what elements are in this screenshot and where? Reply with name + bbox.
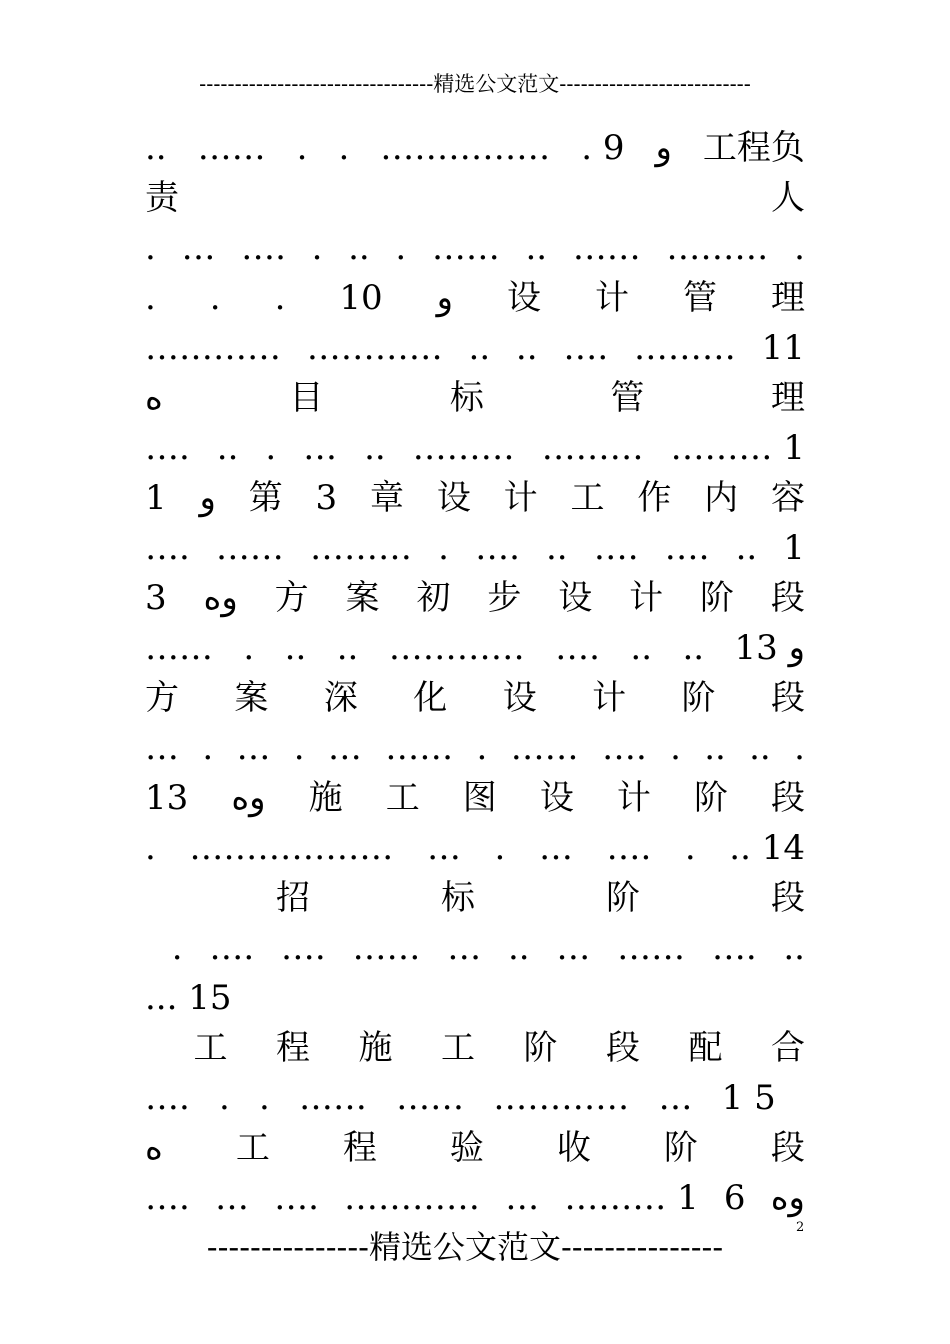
toc-segment: ... 15 bbox=[145, 978, 232, 1018]
toc-segment: . bbox=[395, 228, 407, 268]
toc-segment: 段 bbox=[771, 878, 805, 918]
toc-segment: …… bbox=[385, 728, 454, 768]
toc-segment: 设 bbox=[502, 678, 537, 718]
toc-segment: 计 bbox=[592, 678, 627, 718]
toc-line bbox=[145, 423, 805, 473]
toc-segment: 内 bbox=[704, 478, 739, 518]
toc-segment: 段 bbox=[606, 1028, 640, 1068]
toc-segment: ………… bbox=[388, 628, 525, 668]
toc-segment: …… bbox=[431, 228, 500, 268]
toc-segment: 程 bbox=[276, 1028, 310, 1068]
toc-segment: ……… bbox=[633, 328, 736, 368]
toc-segment: و bbox=[655, 128, 672, 168]
toc-segment: 方 bbox=[145, 678, 179, 718]
toc-segment: . bbox=[293, 728, 305, 768]
toc-segment: . 9 bbox=[581, 128, 625, 168]
toc-segment: 3 bbox=[315, 478, 338, 518]
toc-segment: 标 bbox=[441, 878, 475, 918]
toc-segment: 6 bbox=[723, 1178, 746, 1218]
toc-segment: 计 bbox=[503, 478, 538, 518]
toc-segment: 化 bbox=[413, 678, 448, 718]
toc-segment: . bbox=[296, 128, 308, 168]
toc-segment: …… bbox=[145, 628, 213, 668]
toc-segment: 13 bbox=[145, 778, 189, 818]
toc-line bbox=[145, 1123, 805, 1173]
toc-segment: 标 bbox=[449, 378, 484, 418]
toc-segment: 施 bbox=[308, 778, 343, 818]
toc-segment: …. bbox=[280, 928, 326, 968]
toc-segment: …. bbox=[145, 528, 190, 568]
page-number: 2 bbox=[796, 1220, 805, 1235]
toc-segment: 设 bbox=[436, 478, 471, 518]
toc-segment: 施 bbox=[358, 1028, 393, 1068]
toc-segment: … bbox=[145, 728, 179, 768]
toc-segment: 1 bbox=[145, 478, 167, 518]
toc-segment: .. bbox=[145, 128, 167, 168]
toc-segment: …… bbox=[617, 928, 686, 968]
toc-segment: 阶 bbox=[700, 578, 734, 618]
toc-segment: … bbox=[303, 428, 338, 468]
toc-segment: 案 bbox=[234, 678, 269, 718]
toc-segment: 1 bbox=[783, 528, 805, 568]
toc-segment: . bbox=[670, 728, 681, 768]
toc-segment: 收 bbox=[556, 1128, 591, 1168]
toc-segment: . bbox=[265, 428, 277, 468]
toc-segment: ……… 1 bbox=[670, 428, 805, 468]
toc-segment: . bbox=[274, 278, 286, 318]
toc-segment: …… bbox=[215, 528, 284, 568]
toc-segment: … bbox=[426, 828, 461, 868]
toc-segment: وە bbox=[231, 778, 266, 818]
toc-line bbox=[145, 173, 805, 223]
toc-line bbox=[145, 373, 805, 423]
toc-segment: …. bbox=[475, 528, 520, 568]
toc-segment: 段 bbox=[770, 578, 805, 618]
toc-segment: 案 bbox=[345, 578, 380, 618]
toc-segment: 设 bbox=[558, 578, 593, 618]
toc-segment: …. bbox=[145, 1178, 190, 1218]
toc-segment: 初 bbox=[416, 578, 451, 618]
toc-segment: 工 bbox=[385, 778, 420, 818]
toc-segment: 容 bbox=[770, 478, 805, 518]
toc-segment: …… bbox=[352, 928, 421, 968]
toc-segment: …. bbox=[209, 928, 255, 968]
toc-segment: 段 bbox=[770, 1128, 805, 1168]
toc-segment: . bbox=[145, 278, 156, 318]
toc-segment: .. bbox=[364, 428, 386, 468]
toc-segment: …. bbox=[555, 628, 600, 668]
toc-segment: . bbox=[209, 278, 221, 318]
toc-segment: ………… bbox=[493, 1078, 630, 1118]
toc-segment: …… bbox=[298, 1078, 367, 1118]
toc-segment: 设 bbox=[507, 278, 542, 318]
toc-line bbox=[145, 1073, 805, 1123]
toc-segment: . bbox=[218, 1078, 230, 1118]
page-footer: ---------------精选公文范文--------------- bbox=[206, 1228, 724, 1266]
toc-segment: 设 bbox=[539, 778, 574, 818]
toc-segment: . bbox=[202, 728, 214, 768]
toc-segment: .. bbox=[284, 628, 307, 668]
toc-segment: 理 bbox=[771, 278, 805, 318]
toc-segment: . bbox=[338, 128, 350, 168]
toc-segment: 目 bbox=[289, 378, 324, 418]
toc-segment: 阶 bbox=[663, 1128, 698, 1168]
toc-line bbox=[145, 923, 805, 973]
toc-line bbox=[145, 823, 805, 873]
toc-segment: ………… bbox=[306, 328, 443, 368]
toc-segment: ە bbox=[145, 1128, 163, 1168]
toc-segment: 招 bbox=[276, 878, 310, 918]
toc-segment: 工 bbox=[235, 1128, 270, 1168]
toc-segment: .. bbox=[735, 528, 758, 568]
toc-segment: … bbox=[538, 828, 573, 868]
toc-segment: وە bbox=[203, 578, 238, 618]
toc-segment: … bbox=[327, 728, 362, 768]
toc-segment: . bbox=[145, 228, 156, 268]
toc-segment: … bbox=[556, 928, 591, 968]
toc-segment: .. bbox=[525, 228, 548, 268]
toc-segment: …. bbox=[593, 528, 639, 568]
toc-segment: 工 bbox=[441, 1028, 475, 1068]
toc-segment: 责 bbox=[145, 178, 179, 218]
toc-segment: ……… 1 bbox=[564, 1178, 699, 1218]
toc-segment: . bbox=[243, 628, 255, 668]
toc-segment: 阶 bbox=[681, 678, 716, 718]
toc-segment: ……… bbox=[412, 428, 515, 468]
toc-segment: . bbox=[258, 1078, 270, 1118]
toc-segment: 程 bbox=[342, 1128, 377, 1168]
toc-segment: …. bbox=[601, 728, 647, 768]
toc-segment: .. bbox=[515, 328, 538, 368]
toc-segment: 深 bbox=[323, 678, 358, 718]
toc-segment: … bbox=[236, 728, 271, 768]
toc-segment: .. bbox=[704, 728, 726, 768]
toc-segment: …. bbox=[606, 828, 652, 868]
toc-segment: …. bbox=[711, 928, 757, 968]
toc-segment: 合 bbox=[771, 1028, 805, 1068]
toc-line bbox=[145, 623, 805, 673]
toc-segment: … bbox=[505, 1178, 540, 1218]
table-of-contents bbox=[145, 123, 805, 1223]
toc-segment: .. bbox=[507, 928, 530, 968]
toc-segment: …… bbox=[572, 228, 641, 268]
toc-segment: 1 5 bbox=[721, 1078, 776, 1118]
toc-segment: .. bbox=[783, 928, 805, 968]
toc-segment: …. bbox=[145, 428, 190, 468]
toc-segment: 3 bbox=[145, 578, 167, 618]
toc-segment: . bbox=[684, 828, 696, 868]
toc-segment: 人 bbox=[771, 178, 805, 218]
toc-line bbox=[145, 523, 805, 573]
toc-segment: . bbox=[476, 728, 488, 768]
toc-segment: .. bbox=[216, 428, 239, 468]
toc-segment: و bbox=[436, 278, 454, 318]
toc-segment: 段 bbox=[770, 678, 805, 718]
toc-segment: . bbox=[145, 828, 156, 868]
toc-segment: … bbox=[658, 1078, 693, 1118]
toc-line bbox=[145, 1173, 805, 1223]
toc-segment: … bbox=[214, 1178, 249, 1218]
toc-segment: ………… bbox=[145, 328, 281, 368]
toc-segment: … bbox=[447, 928, 482, 968]
toc-segment: . bbox=[794, 228, 805, 268]
toc-line bbox=[145, 323, 805, 373]
toc-segment: 验 bbox=[449, 1128, 484, 1168]
page-header: ---------------------------------精选公文范文--------------------------- bbox=[199, 72, 751, 96]
toc-line bbox=[145, 773, 805, 823]
toc-segment: 计 bbox=[595, 278, 630, 318]
toc-segment: ……………… bbox=[189, 828, 394, 868]
toc-segment: . bbox=[794, 728, 805, 768]
toc-segment: …. bbox=[664, 528, 710, 568]
toc-segment: 阶 bbox=[606, 878, 640, 918]
toc-segment: …… bbox=[396, 1078, 465, 1118]
toc-segment: … bbox=[181, 228, 216, 268]
toc-segment: …… bbox=[510, 728, 579, 768]
toc-segment: 工 bbox=[193, 1028, 228, 1068]
toc-segment: 管 bbox=[683, 278, 718, 318]
toc-segment: 步 bbox=[487, 578, 522, 618]
toc-segment: 13 و bbox=[734, 628, 805, 668]
toc-segment: وە bbox=[770, 1178, 805, 1218]
toc-segment: .. bbox=[749, 728, 771, 768]
toc-segment: 第 bbox=[248, 478, 283, 518]
toc-segment: . bbox=[494, 828, 506, 868]
toc-segment: ……… bbox=[310, 528, 413, 568]
toc-segment: …. bbox=[274, 1178, 319, 1218]
toc-segment: ……… bbox=[541, 428, 644, 468]
toc-segment: ……… bbox=[666, 228, 769, 268]
toc-segment: …. bbox=[241, 228, 286, 268]
toc-segment: 计 bbox=[629, 578, 664, 618]
toc-segment: 10 bbox=[339, 278, 383, 318]
toc-segment: . bbox=[438, 528, 449, 568]
toc-line bbox=[145, 573, 805, 623]
toc-segment: 11 bbox=[761, 328, 805, 368]
toc-segment: 管 bbox=[610, 378, 645, 418]
toc-segment: …………… bbox=[380, 128, 551, 168]
toc-segment: 阶 bbox=[523, 1028, 558, 1068]
toc-segment: 理 bbox=[770, 378, 805, 418]
toc-segment: و bbox=[199, 478, 216, 518]
toc-segment: .. bbox=[348, 228, 370, 268]
toc-line bbox=[145, 673, 805, 723]
toc-line bbox=[145, 723, 805, 773]
toc-segment: .. bbox=[468, 328, 491, 368]
toc-segment: 段 bbox=[771, 778, 805, 818]
toc-segment: …. bbox=[563, 328, 609, 368]
toc-segment: 配 bbox=[688, 1028, 723, 1068]
toc-segment: 图 bbox=[462, 778, 497, 818]
toc-segment: …. bbox=[145, 1078, 190, 1118]
toc-segment: . bbox=[311, 228, 323, 268]
toc-line bbox=[145, 973, 805, 1023]
toc-segment: 作 bbox=[637, 478, 672, 518]
toc-line bbox=[145, 473, 805, 523]
toc-segment: ە bbox=[145, 378, 163, 418]
toc-segment: 方 bbox=[274, 578, 309, 618]
toc-segment: 计 bbox=[616, 778, 651, 818]
toc-segment: .. bbox=[682, 628, 705, 668]
toc-segment: . bbox=[171, 928, 183, 968]
toc-segment: .. bbox=[545, 528, 568, 568]
toc-segment: 工 bbox=[570, 478, 605, 518]
toc-segment: 阶 bbox=[693, 778, 728, 818]
toc-segment: .. 14 bbox=[729, 828, 805, 868]
toc-segment: 工程负 bbox=[702, 128, 805, 168]
toc-segment: .. bbox=[336, 628, 359, 668]
toc-line bbox=[145, 223, 805, 273]
toc-segment: 章 bbox=[370, 478, 405, 518]
toc-segment: …… bbox=[197, 128, 266, 168]
toc-line bbox=[145, 123, 805, 173]
toc-line bbox=[145, 1023, 805, 1073]
toc-segment: ………… bbox=[344, 1178, 481, 1218]
toc-line bbox=[145, 873, 805, 923]
toc-segment: .. bbox=[630, 628, 653, 668]
toc-line bbox=[145, 273, 805, 323]
